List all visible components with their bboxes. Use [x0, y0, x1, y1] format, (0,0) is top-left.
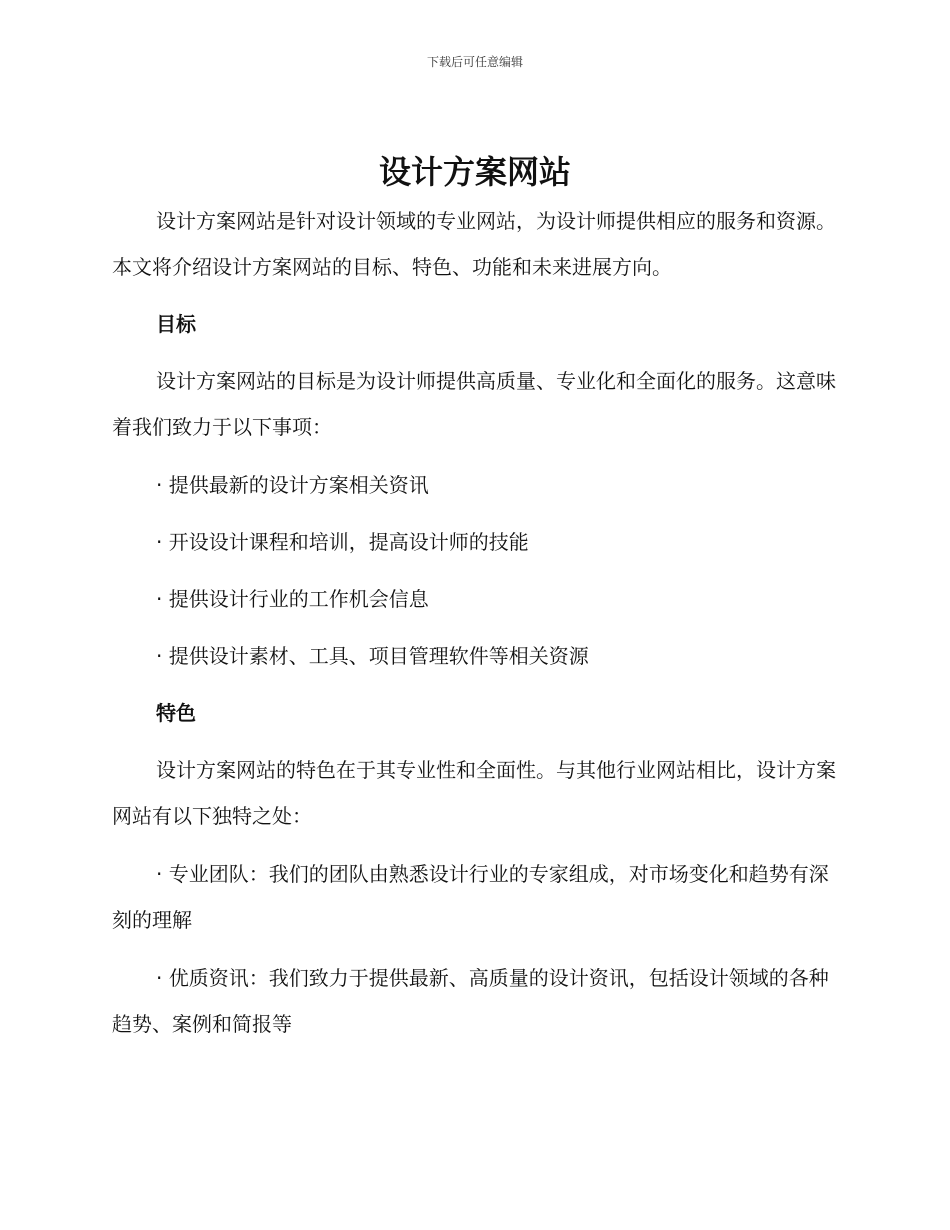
goal-paragraph: 设计方案网站的目标是为设计师提供高质量、专业化和全面化的服务。这意味着我们致力于以下事项： — [112, 369, 836, 439]
document-title: 设计方案网站 — [378, 153, 571, 191]
goal-bullet-1: · 提供最新的设计方案相关资讯 — [156, 473, 429, 497]
goal-bullet-2: · 开设设计课程和培训，提高设计师的技能 — [156, 530, 529, 554]
features-paragraph: 设计方案网站的特色在于其专业性和全面性。与其他行业网站相比，设计方案网站有以下独特之处： — [112, 758, 836, 828]
intro-paragraph: 设计方案网站是针对设计领域的专业网站，为设计师提供相应的服务和资源。本文将介绍设计方案网站的目标、特色、功能和未来进展方向。 — [112, 209, 836, 279]
goal-bullet-3: · 提供设计行业的工作机会信息 — [156, 587, 429, 611]
page-header-note: 下载后可任意编辑 — [426, 55, 523, 69]
section-heading-goal: 目标 — [156, 312, 196, 336]
features-bullet-2: · 优质资讯：我们致力于提供最新、高质量的设计资讯，包括设计领域的各种趋势、案例和简报等 — [112, 966, 829, 1036]
document-body — [112, 198, 838, 1047]
section-heading-features: 特色 — [156, 701, 196, 725]
goal-bullet-4: · 提供设计素材、工具、项目管理软件等相关资源 — [156, 644, 589, 668]
features-bullet-1: · 专业团队：我们的团队由熟悉设计行业的专家组成，对市场变化和趋势有深刻的理解 — [112, 862, 829, 932]
